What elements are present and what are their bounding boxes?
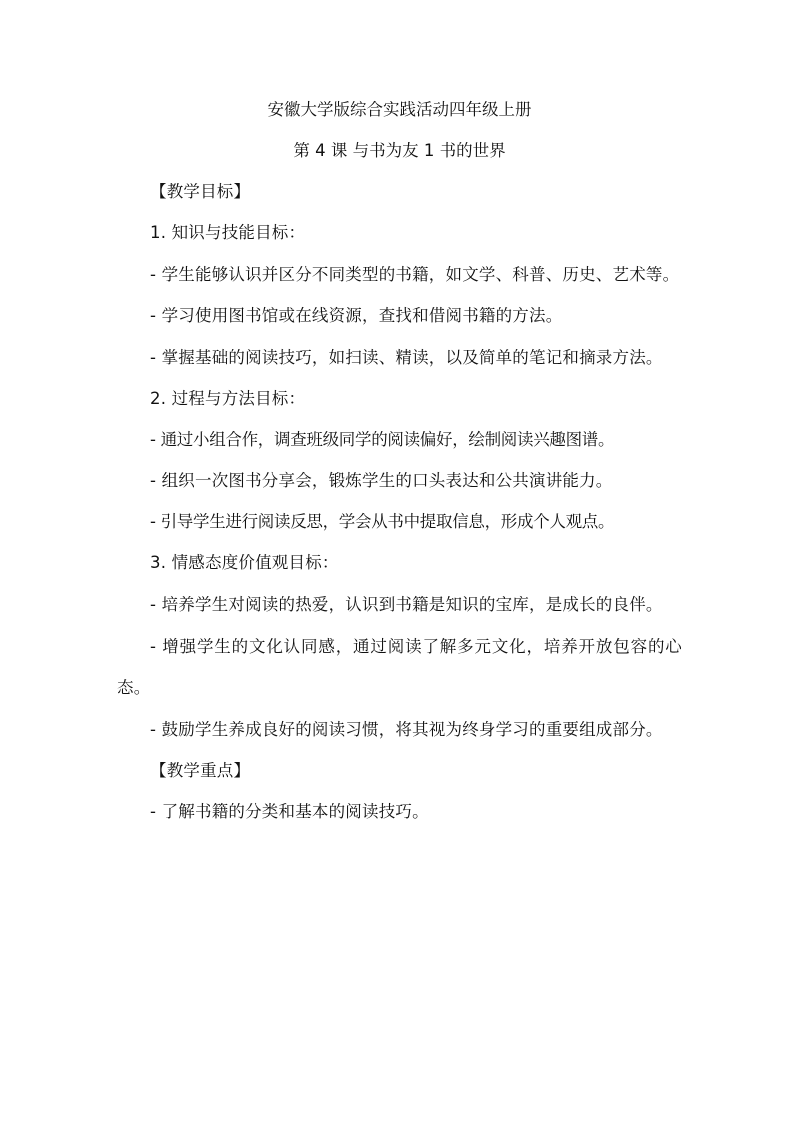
section-heading-objectives: 【教学目标】 — [150, 182, 251, 201]
subheading-knowledge-skills: 1. 知识与技能目标： — [150, 223, 306, 242]
list-item: - 了解书籍的分类和基本的阅读技巧。 — [150, 802, 429, 821]
list-item: - 引导学生进行阅读反思，学会从书中提取信息，形成个人观点。 — [150, 512, 615, 531]
list-item: - 学习使用图书馆或在线资源，查找和借阅书籍的方法。 — [150, 306, 563, 325]
document-title: 安徽大学版综合实践活动四年级上册 — [267, 100, 532, 119]
list-item: - 组织一次图书分享会，锻炼学生的口头表达和公共演讲能力。 — [150, 471, 613, 490]
subheading-process-methods: 2. 过程与方法目标： — [150, 389, 306, 408]
subheading-emotion-values: 3. 情感态度价值观目标： — [150, 553, 339, 572]
list-item: - 培养学生对阅读的热爱，认识到书籍是知识的宝库，是成长的良伴。 — [150, 595, 663, 614]
list-item: - 学生能够认识并区分不同类型的书籍，如文学、科普、历史、艺术等。 — [150, 265, 680, 284]
section-heading-key-points: 【教学重点】 — [150, 761, 251, 780]
list-item: - 鼓励学生养成良好的阅读习惯，将其视为终身学习的重要组成部分。 — [150, 720, 663, 739]
document-body — [117, 100, 682, 843]
list-item: - 掌握基础的阅读技巧，如扫读、精读，以及简单的笔记和摘录方法。 — [150, 348, 663, 367]
lesson-title: 第 4 课 与书为友 1 书的世界 — [293, 141, 506, 160]
list-item: - 通过小组合作，调查班级同学的阅读偏好，绘制阅读兴趣图谱。 — [150, 430, 615, 449]
list-item: - 增强学生的文化认同感，通过阅读了解多元文化，培养开放包容的心态。 — [117, 637, 682, 697]
